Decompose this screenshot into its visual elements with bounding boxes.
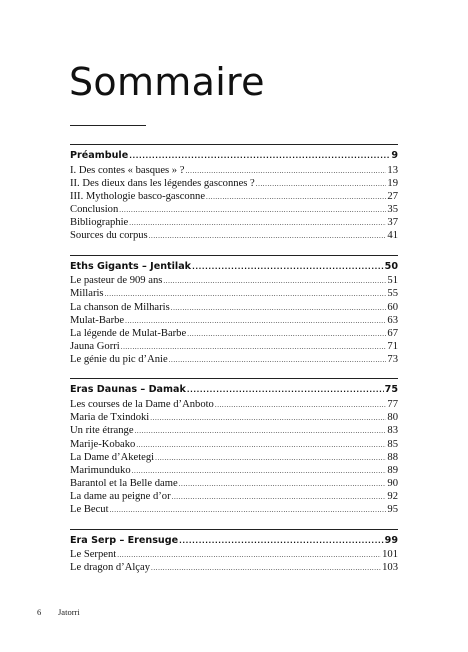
- toc-page-number: 67: [387, 327, 398, 339]
- toc-page-number: 60: [387, 301, 398, 313]
- toc-entry[interactable]: [70, 490, 398, 503]
- toc-section-eths-gigants-jentilak: [70, 255, 398, 367]
- toc-entry[interactable]: [70, 203, 398, 216]
- dot-leader: [179, 478, 387, 491]
- dot-leader: [155, 452, 386, 465]
- dot-leader: [117, 549, 381, 562]
- dot-leader: [187, 328, 386, 341]
- dot-leader: [206, 191, 386, 204]
- toc-entry[interactable]: [70, 561, 398, 574]
- toc-entry-title: La dame au peigne d’or: [70, 491, 171, 503]
- toc-section-heading[interactable]: [70, 148, 398, 164]
- toc-entry-title: Sources du corpus: [70, 230, 148, 242]
- toc-page-number: 35: [387, 204, 398, 216]
- toc-entry[interactable]: [70, 411, 398, 424]
- toc-section-heading[interactable]: [70, 533, 398, 549]
- toc-entry[interactable]: [70, 438, 398, 451]
- toc-entry-title: Marimunduko: [70, 464, 131, 476]
- page-title: Sommaire: [69, 60, 265, 104]
- dot-leader: [192, 260, 384, 276]
- dot-leader: [151, 562, 381, 575]
- footer-book-title: Jatorri: [58, 607, 80, 617]
- toc-entry[interactable]: [70, 177, 398, 190]
- toc-entry-title: La légende de Mulat-Barbe: [70, 327, 187, 339]
- toc-entry-title: Era Serp – Erensuge: [70, 534, 179, 546]
- toc-entry[interactable]: [70, 424, 398, 437]
- toc-entry[interactable]: [70, 301, 398, 314]
- toc-entry-title: Le Becut: [70, 504, 109, 516]
- toc-page-number: 9: [391, 150, 398, 161]
- toc-entry-title: III. Mythologie basco-gasconne: [70, 190, 206, 202]
- dot-leader: [129, 217, 386, 230]
- toc-entry-title: Le génie du pic d’Anie: [70, 354, 168, 366]
- toc-page-number: 50: [384, 260, 398, 272]
- toc-section-heading[interactable]: [70, 382, 398, 398]
- toc-page-number: 51: [387, 275, 398, 287]
- toc-page-number: 99: [384, 534, 398, 546]
- toc-entry[interactable]: [70, 229, 398, 242]
- toc-section-era-serp-erensuge: [70, 529, 398, 575]
- toc-entry-title: Marije-Kobako: [70, 438, 136, 450]
- toc-entry[interactable]: [70, 287, 398, 300]
- toc-page-number: 55: [387, 288, 398, 300]
- toc-entry-title: Le pasteur de 909 ans: [70, 275, 163, 287]
- toc-entry[interactable]: [70, 216, 398, 229]
- toc-entry[interactable]: [70, 503, 398, 516]
- dot-leader: [150, 412, 386, 425]
- toc-section-preambule: [70, 144, 398, 243]
- dot-leader: [172, 491, 387, 504]
- toc-entry-title: Bibliographie: [70, 217, 129, 229]
- toc-entry-title: Le Serpent: [70, 549, 117, 561]
- toc-page-number: 63: [387, 314, 398, 326]
- toc-page-number: 77: [387, 398, 398, 410]
- toc-entry-title: Préambule: [70, 150, 129, 161]
- toc-entry-title: II. Des dieux dans les légendes gasconnes ?: [70, 177, 255, 189]
- dot-leader: [256, 178, 387, 191]
- toc-page-number: 19: [387, 177, 398, 189]
- toc-entry[interactable]: [70, 274, 398, 287]
- table-of-contents: [70, 144, 398, 587]
- toc-entry[interactable]: [70, 398, 398, 411]
- dot-leader: [171, 302, 387, 315]
- toc-entry-title: La Dame d’Aketegi: [70, 451, 155, 463]
- toc-entry-title: La chanson de Milharis: [70, 301, 170, 313]
- toc-entry[interactable]: [70, 451, 398, 464]
- toc-page-number: 80: [387, 412, 398, 424]
- toc-page-number: 41: [387, 230, 398, 242]
- toc-entry-title: I. Des contes « basques » ?: [70, 164, 185, 176]
- toc-entry[interactable]: [70, 353, 398, 366]
- toc-entry-title: Le dragon d’Alçay: [70, 562, 151, 574]
- toc-page-number: 88: [387, 451, 398, 463]
- dot-leader: [163, 275, 386, 288]
- toc-entry-title: Eras Daunas – Damak: [70, 384, 186, 396]
- dot-leader: [149, 230, 387, 243]
- toc-entry-title: Un rite étrange: [70, 425, 134, 437]
- dot-leader: [169, 354, 387, 367]
- toc-section-eras-daunas-damak: [70, 378, 398, 516]
- toc-entry[interactable]: [70, 327, 398, 340]
- toc-entry[interactable]: [70, 190, 398, 203]
- toc-section-heading[interactable]: [70, 259, 398, 275]
- toc-page-number: 101: [382, 549, 398, 561]
- toc-page-number: 27: [387, 190, 398, 202]
- toc-page-number: 71: [387, 341, 398, 353]
- toc-entry-title: Jauna Gorri: [70, 341, 120, 353]
- toc-page-number: 90: [387, 478, 398, 490]
- toc-page-number: 95: [387, 504, 398, 516]
- toc-page-number: 13: [387, 164, 398, 176]
- toc-entry[interactable]: [70, 164, 398, 177]
- toc-page-number: 73: [387, 354, 398, 366]
- title-underline: [70, 125, 146, 126]
- toc-page-number: 92: [387, 491, 398, 503]
- toc-entry-title: Millaris: [70, 288, 104, 300]
- dot-leader: [215, 399, 387, 412]
- toc-entry-title: Mulat-Barbe: [70, 314, 125, 326]
- toc-entry[interactable]: [70, 340, 398, 353]
- dot-leader: [179, 534, 384, 550]
- toc-page-number: 85: [387, 438, 398, 450]
- dot-leader: [119, 204, 386, 217]
- toc-entry-title: Les courses de la Dame d’Anboto: [70, 398, 214, 410]
- toc-page-number: 37: [387, 217, 398, 229]
- dot-leader: [129, 149, 390, 165]
- dot-leader: [187, 383, 384, 399]
- toc-entry[interactable]: [70, 548, 398, 561]
- toc-entry-title: Conclusion: [70, 204, 119, 216]
- dot-leader: [110, 504, 387, 517]
- toc-entry-title: Eths Gigants – Jentilak: [70, 260, 192, 272]
- toc-page-number: 103: [382, 562, 398, 574]
- toc-page-number: 89: [387, 464, 398, 476]
- footer-page-number: 6: [37, 607, 42, 617]
- toc-entry[interactable]: [70, 464, 398, 477]
- toc-page-number: 75: [384, 384, 398, 396]
- toc-entry[interactable]: [70, 477, 398, 490]
- toc-entry-title: Barantol et la Belle dame: [70, 478, 178, 490]
- dot-leader: [135, 425, 387, 438]
- toc-entry-title: Maria de Txindoki: [70, 412, 150, 424]
- toc-page-number: 83: [387, 425, 398, 437]
- toc-entry[interactable]: [70, 314, 398, 327]
- dot-leader: [136, 439, 386, 452]
